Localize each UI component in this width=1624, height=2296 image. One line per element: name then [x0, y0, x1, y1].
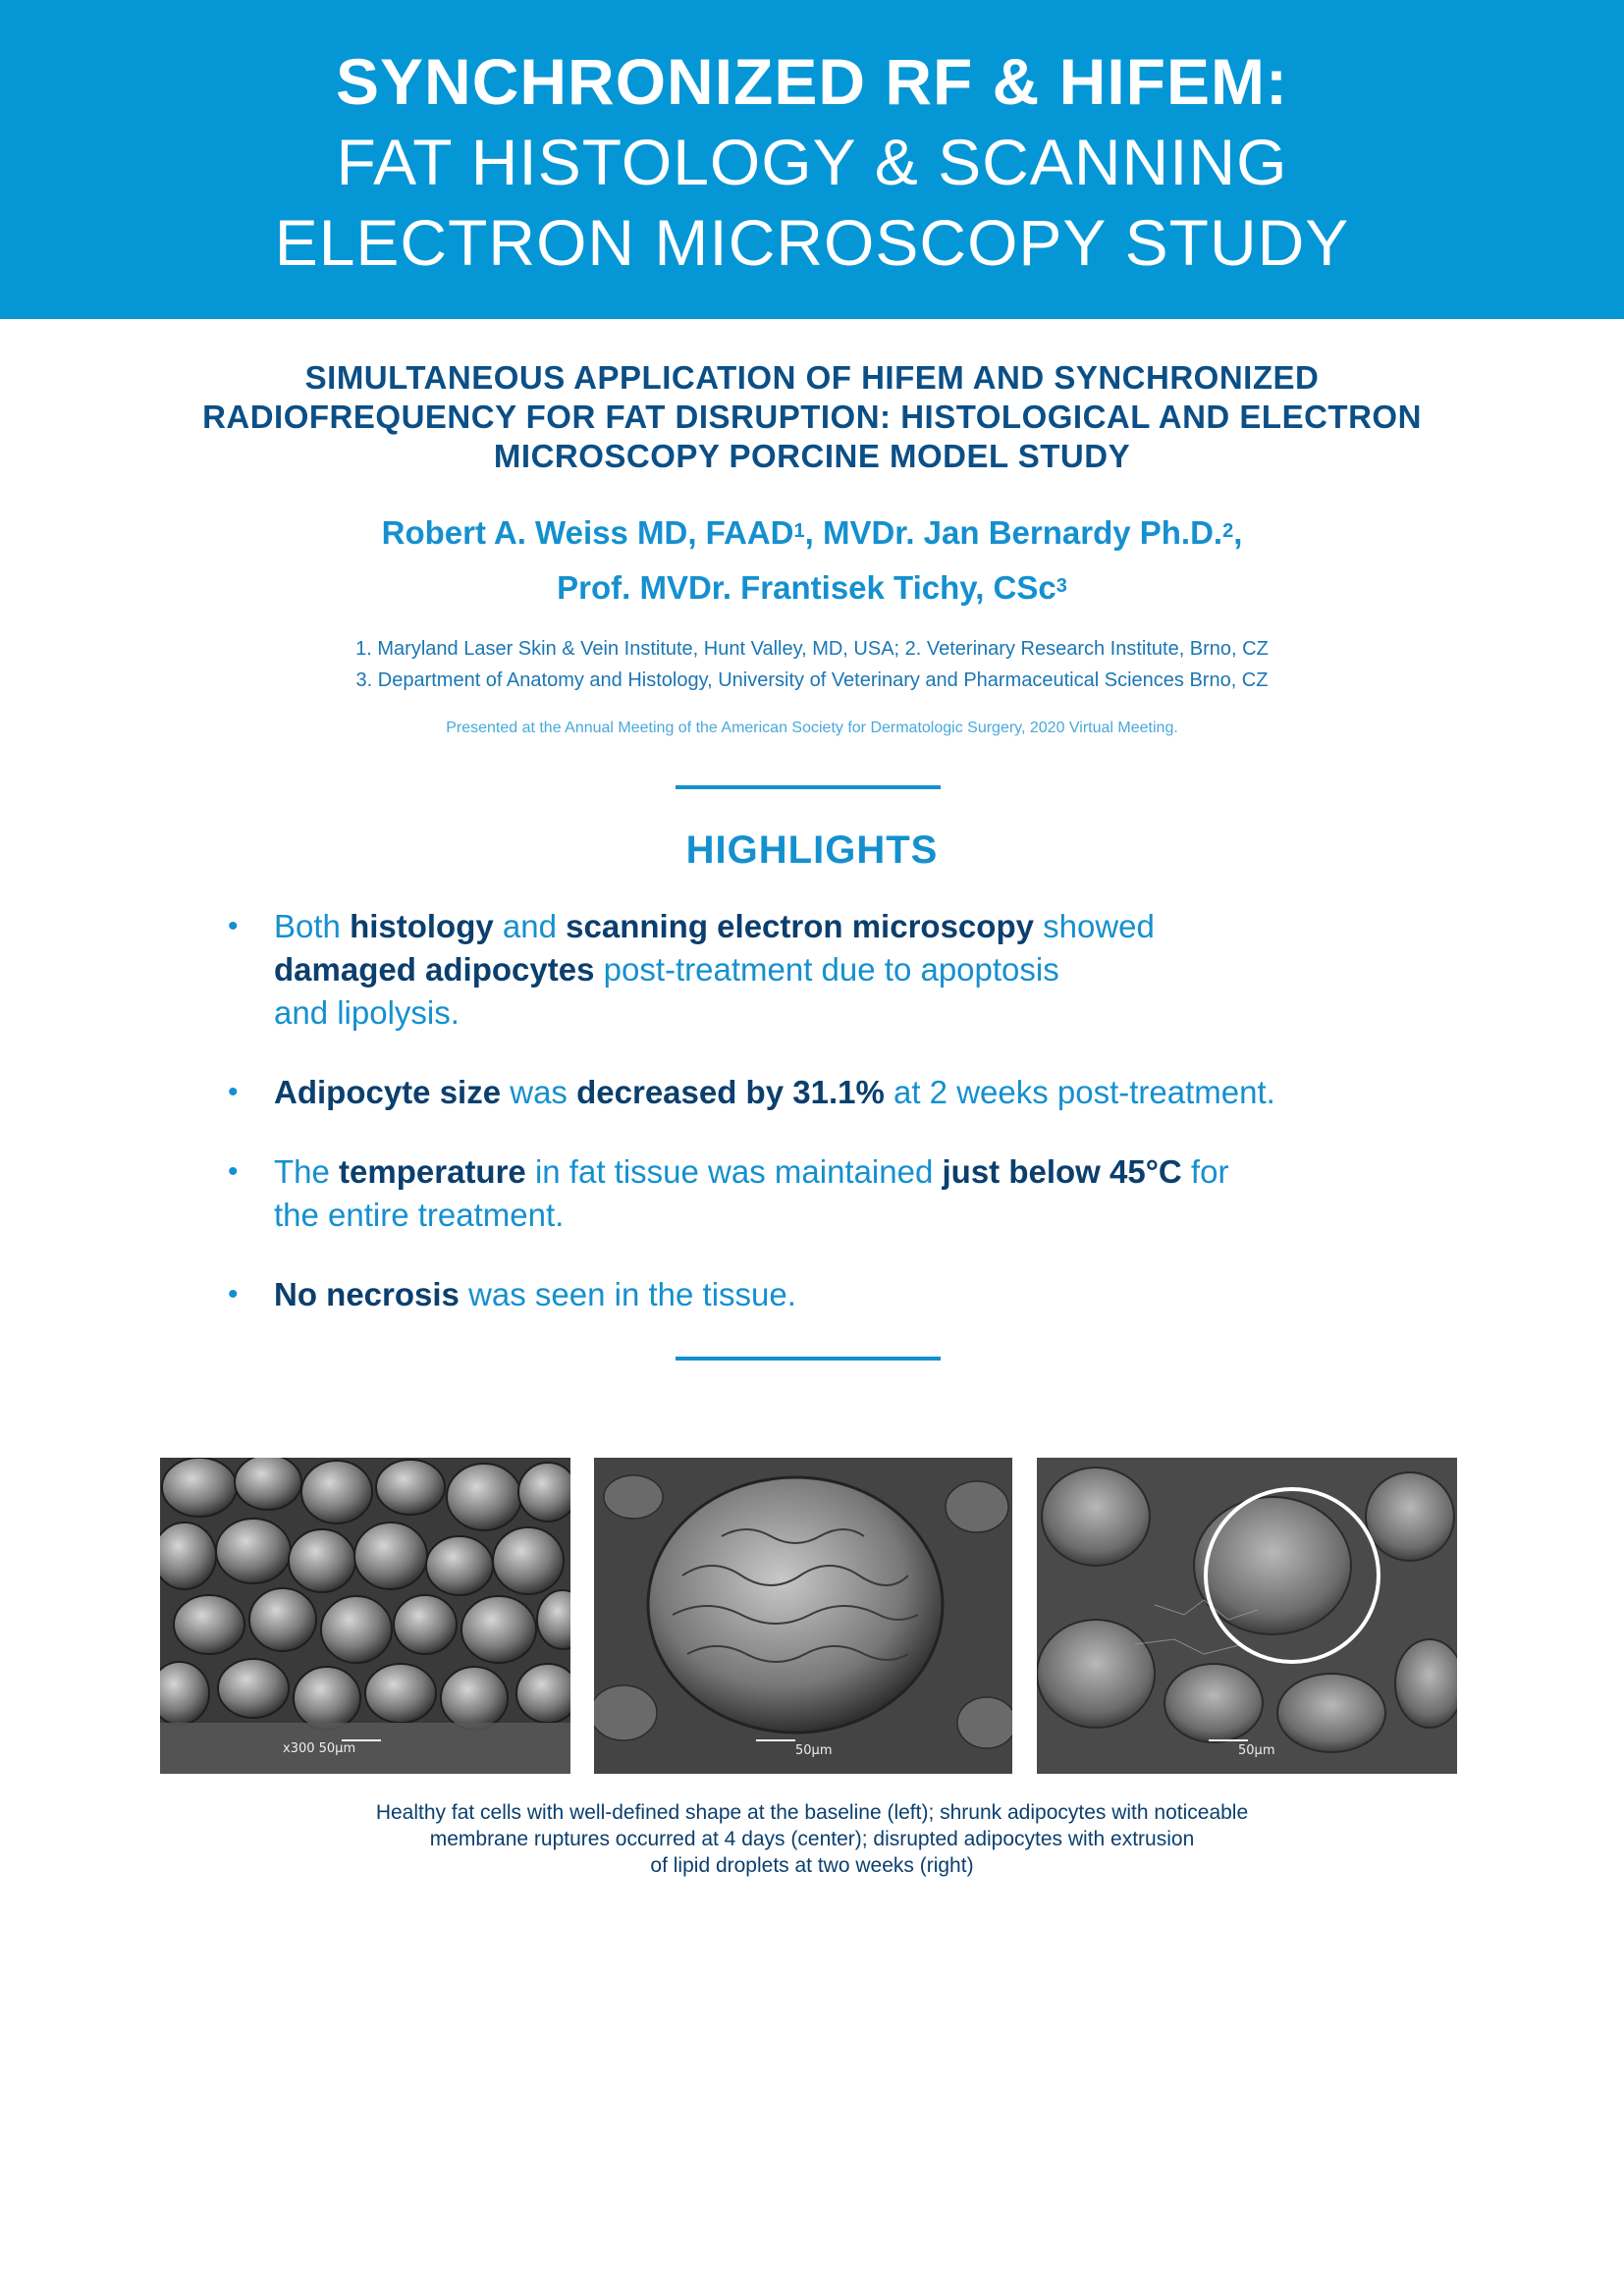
highlight-item: [228, 1150, 1406, 1237]
highlights-list: [228, 905, 1406, 1353]
text: was seen in the tissue.: [459, 1276, 796, 1312]
paper-title: [98, 358, 1526, 476]
bullet-icon: •: [228, 1155, 239, 1188]
emphasis: Adipocyte size: [274, 1074, 502, 1110]
emphasis: temperature: [339, 1153, 526, 1190]
authors-line1: Robert A. Weiss MD, FAAD$^1$, MVDr. Jan Bernardy Ph.D.$^2$,: [381, 514, 1243, 551]
divider-bottom: [676, 1357, 941, 1361]
author-3: Prof. MVDr. Frantisek Tichy, CSc: [557, 569, 1056, 606]
emphasis: scanning electron microscopy: [566, 908, 1034, 944]
emphasis: decreased by 31.1%: [576, 1074, 885, 1110]
affiliation-line2: 3. Department of Anatomy and Histology, University of Veterinary and Pharmaceutical Sciences Brno, CZ: [355, 669, 1269, 691]
text: Both: [274, 908, 351, 944]
title-banner: [0, 0, 1624, 319]
caption-line1: Healthy fat cells with well-defined shape at the baseline (left); shrunk adipocytes with noticeable: [375, 1801, 1249, 1824]
author-3-affil: 3: [1056, 575, 1067, 597]
affiliation-line1: 1. Maryland Laser Skin & Vein Institute, Hunt Valley, MD, USA; 2. Veterinary Research Institute, Brno, CZ: [355, 638, 1269, 660]
author-1-affil: 1: [793, 520, 805, 542]
bullet-icon: •: [228, 1076, 239, 1108]
caption-line2: membrane ruptures occurred at 4 days (center); disrupted adipocytes with extrusion: [429, 1828, 1195, 1850]
authors: [98, 506, 1526, 615]
author-2-affil: 2: [1222, 520, 1234, 542]
emphasis: damaged adipocytes: [274, 951, 595, 988]
text: and lipolysis.: [274, 994, 460, 1031]
highlights-title: HIGHLIGHTS: [685, 828, 939, 872]
text: was: [501, 1074, 577, 1110]
text: for: [1181, 1153, 1229, 1190]
sem-image-baseline: [160, 1458, 570, 1774]
presented-note: Presented at the Annual Meeting of the American Society for Dermatologic Surgery, 2020 Virtual Meeting.: [446, 720, 1178, 736]
text: and: [493, 908, 567, 944]
sem-image-2-weeks: [1037, 1458, 1457, 1774]
scale-label: x300 50µm: [283, 1741, 356, 1756]
author-1: Robert A. Weiss MD, FAAD: [381, 514, 794, 551]
banner-title-line1: SYNCHRONIZED RF & HIFEM:: [336, 45, 1288, 118]
figure-caption: [196, 1799, 1428, 1879]
emphasis: No necrosis: [274, 1276, 460, 1312]
paper-title-line2: RADIOFREQUENCY FOR FAT DISRUPTION: HISTOLOGICAL AND ELECTRON: [202, 399, 1422, 435]
caption-line3: of lipid droplets at two weeks (right): [650, 1854, 974, 1877]
text: at 2 weeks post-treatment.: [884, 1074, 1275, 1110]
text: showed: [1033, 908, 1155, 944]
text: post-treatment due to apoptosis: [594, 951, 1059, 988]
emphasis: just below 45°C: [942, 1153, 1182, 1190]
text: the entire treatment.: [274, 1197, 565, 1233]
paper-title-line3: MICROSCOPY PORCINE MODEL STUDY: [493, 438, 1131, 474]
highlight-item: [228, 1273, 1406, 1316]
banner-title-line3: ELECTRON MICROSCOPY STUDY: [274, 206, 1350, 279]
divider-top: [676, 785, 941, 789]
affiliations: [98, 633, 1526, 696]
banner-title-line2: FAT HISTOLOGY & SCANNING: [336, 126, 1288, 198]
author-2: MVDr. Jan Bernardy Ph.D.: [822, 514, 1223, 551]
bullet-icon: •: [228, 1278, 239, 1310]
highlight-item: [228, 1071, 1406, 1114]
sem-2-weeks-graphic: [1037, 1458, 1457, 1774]
banner-title-line2-3: [0, 122, 1624, 283]
sem-baseline-graphic: [160, 1458, 570, 1774]
text: in fat tissue was maintained: [525, 1153, 943, 1190]
authors-line2: [98, 561, 1526, 615]
sem-image-4-days: [594, 1458, 1012, 1774]
emphasis: histology: [350, 908, 494, 944]
text: The: [274, 1153, 340, 1190]
bullet-icon: •: [228, 910, 239, 942]
scale-label: 50µm: [1238, 1743, 1275, 1758]
sem-4-days-graphic: [594, 1458, 1012, 1774]
highlight-item: [228, 905, 1406, 1035]
scale-label: 50µm: [795, 1743, 833, 1758]
paper-title-line1: SIMULTANEOUS APPLICATION OF HIFEM AND SYNCHRONIZED: [304, 359, 1320, 396]
